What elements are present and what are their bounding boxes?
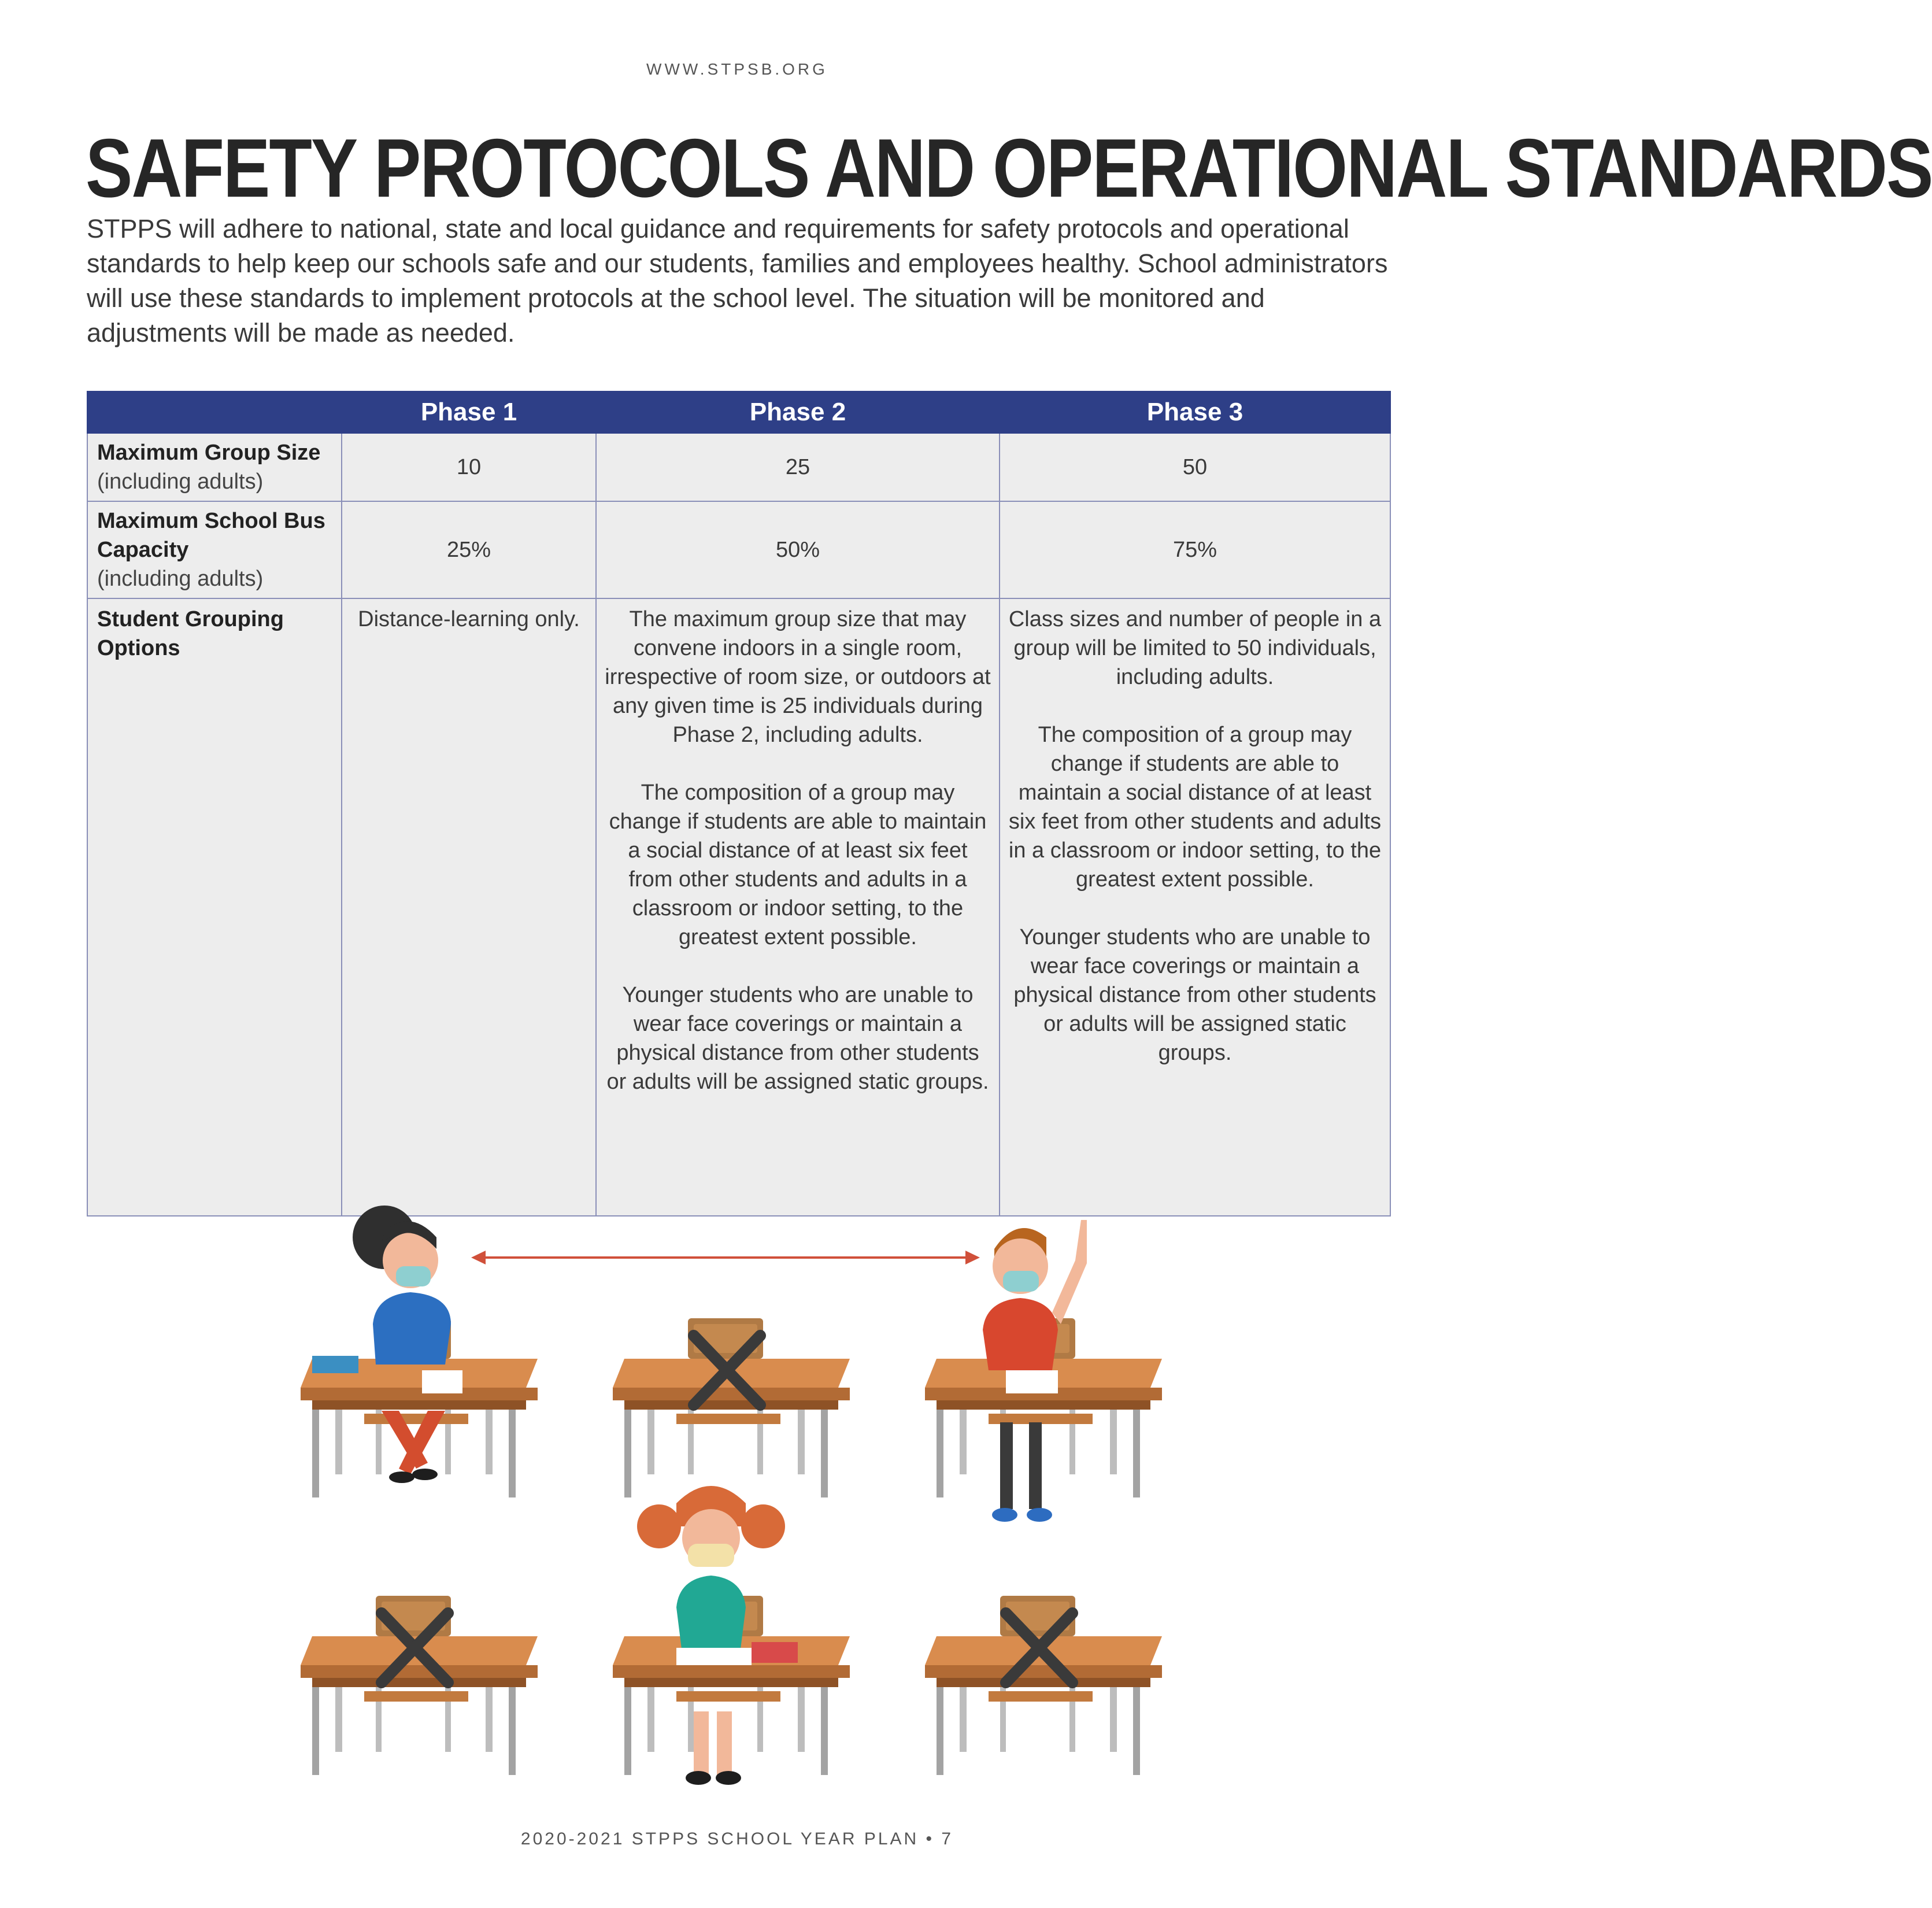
table-cell: The maximum group size that may convene indoors in a single room, irrespective of room size, or outdoors at any given time is 25 individuals during Phase 2, including adults. The composition of a group may change if students are able to maintain a social distance of at least six feet from other students and adults in a classroom or indoor setting, to the greatest extent possible. Younger students who are unable to wear face coverings or maintain a physical distance from other students or adults will be assigned static groups. [596, 598, 1000, 1216]
distance-arrow-icon [471, 1251, 980, 1264]
table-row [87, 598, 1390, 1216]
row-label-sub: (including adults) [97, 567, 264, 591]
row-label-bold: Maximum School Bus Capacity [97, 509, 325, 562]
row-label-bus-capacity [87, 501, 342, 598]
row-label-bold: Student Grouping Options [97, 607, 284, 660]
row-label-sub: (including adults) [97, 469, 264, 494]
page-footer: 2020-2021 STPPS SCHOOL YEAR PLAN • 7 [520, 1829, 954, 1848]
intro-paragraph: STPPS will adhere to national, state and local guidance and requirements for safety protocols and operational standards to help keep our schools safe and our students, families and employees healthy. School administrators will use these standards to implement protocols at the school level. The situation will be monitored and adjustments will be made as needed. [87, 214, 1388, 347]
row-label-grouping [87, 598, 342, 1216]
student-girl-icon [312, 1206, 462, 1483]
header-cell-empty [87, 391, 342, 433]
desk-empty-icon [301, 1596, 538, 1775]
table-cell: 25% [342, 501, 596, 598]
row-label-bold: Maximum Group Size [97, 441, 321, 465]
table-cell: 25 [596, 433, 1000, 501]
table-cell: 50 [1000, 433, 1390, 501]
table-cell: 10 [342, 433, 596, 501]
table-row [87, 433, 1390, 501]
row-label-group-size [87, 433, 342, 501]
site-url: WWW.STPSB.ORG [646, 60, 828, 78]
student-girl-teal-icon [637, 1486, 798, 1785]
table-row [87, 501, 1390, 598]
table-cell: 50% [596, 501, 1000, 598]
header-cell-phase-1: Phase 1 [342, 391, 596, 433]
table-cell: Class sizes and number of people in a group will be limited to 50 individuals, including adults. The composition of a group may change if students are able to maintain a social distance of at least six feet from other students and adults in a classroom or indoor setting, to the greatest extent possible. Younger students who are unable to wear face coverings or maintain a physical distance from other students or adults will be assigned static groups. [1000, 598, 1390, 1216]
header-cell-phase-3: Phase 3 [1000, 391, 1390, 433]
page-title: SAFETY PROTOCOLS AND OPERATIONAL STANDARDS [86, 121, 1932, 215]
desk-empty-icon [613, 1318, 850, 1497]
phase-table [87, 391, 1391, 1216]
table-cell: Distance-learning only. [342, 598, 596, 1216]
classroom-illustration [277, 1203, 1202, 1798]
header-cell-phase-2: Phase 2 [596, 391, 1000, 433]
table-cell: 75% [1000, 501, 1390, 598]
table-header-row [87, 391, 1390, 433]
desk-empty-icon [925, 1596, 1162, 1775]
